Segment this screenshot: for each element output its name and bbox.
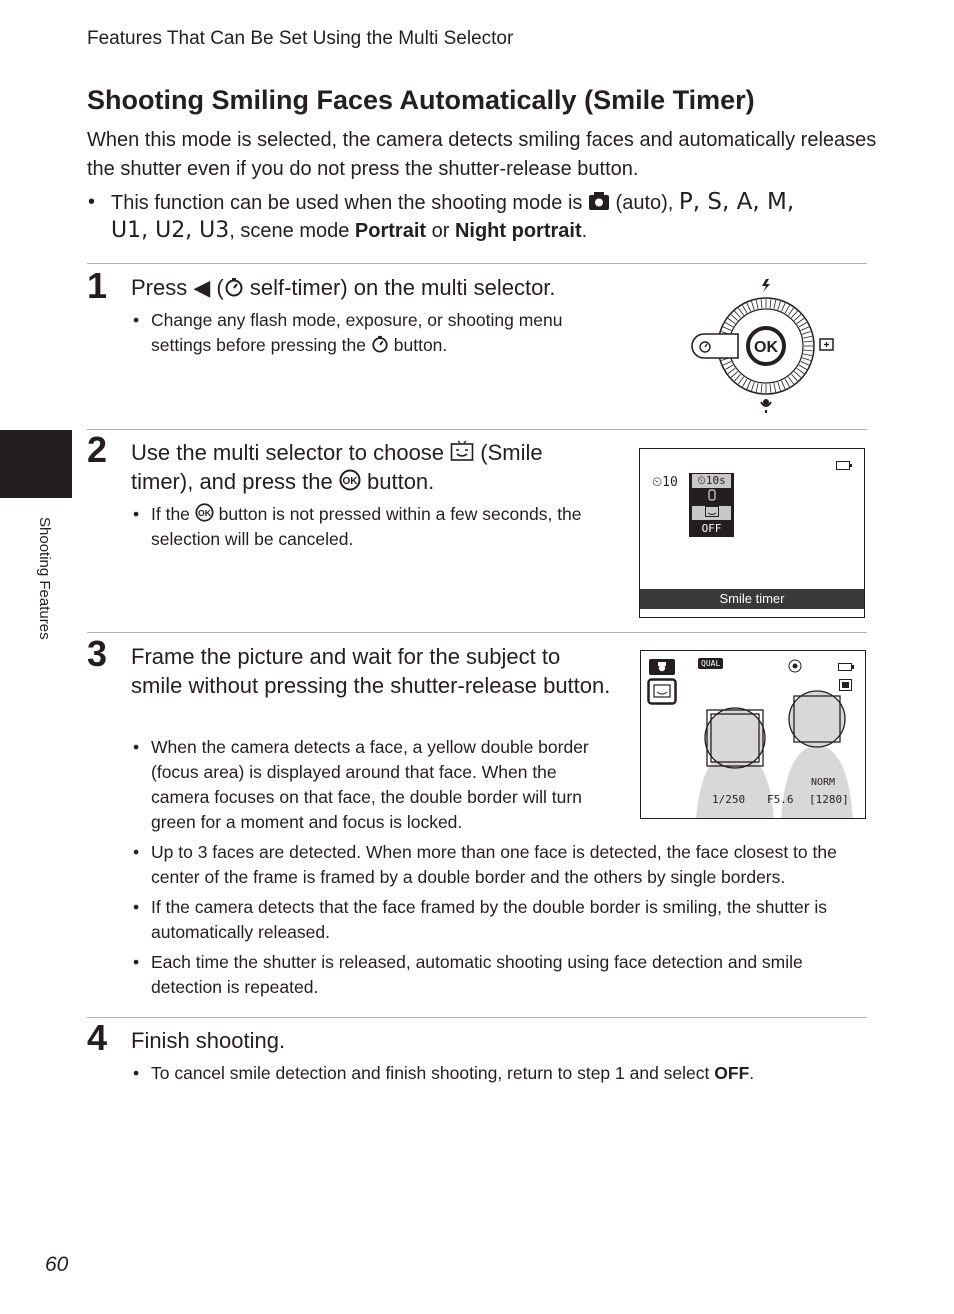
step-title: Frame the picture and wait for the subject to smile without pressing the shutter-release button.	[131, 644, 611, 698]
image-quality: NORM	[811, 777, 836, 788]
flash-icon	[762, 279, 770, 292]
step-bullet	[133, 950, 871, 1000]
step-bullet	[133, 895, 871, 945]
step-title	[131, 273, 611, 303]
step-divider	[87, 263, 867, 264]
ok-button-label: OK	[754, 339, 778, 356]
intro-paragraph: When this mode is selected, the camera detects smiling faces and automatically releases the shutter even if you do not press the shutter-release button.	[87, 129, 877, 180]
step-bullet	[133, 502, 611, 552]
step-title-part: Use the multi selector to choose	[131, 440, 445, 465]
requirement-bullet	[88, 188, 871, 245]
step-title-part: (Smile timer), and press the	[131, 440, 543, 494]
step-bullet	[133, 1061, 871, 1086]
svg-text:OK: OK	[342, 476, 358, 487]
self-timer-icon	[224, 277, 244, 297]
bullet-dot: •	[133, 897, 140, 917]
step-number: 1	[87, 265, 108, 306]
bullet-text: Up to 3 faces are detected. When more than one face is detected, the face closest to the center of the frame is framed by a double border and the others by single borders.	[151, 842, 837, 887]
requirement-prefix: This function can be used when the shooting mode is	[111, 192, 583, 214]
ok-button-icon	[195, 503, 214, 522]
step-title: Finish shooting.	[131, 1028, 286, 1053]
off-setting: OFF	[714, 1063, 750, 1083]
aperture: F5.6	[767, 793, 794, 806]
self-timer-icon	[371, 335, 389, 353]
battery-icon	[836, 461, 852, 470]
page-number: 60	[45, 1253, 69, 1276]
indicator-text: 10	[662, 475, 678, 490]
bullet-dot: •	[133, 504, 140, 524]
bullet-text: If the camera detects that the face framed by the double border is smiling, the shutter is automatically released.	[151, 897, 828, 942]
menu-item-10s[interactable]: ⏲10s	[692, 474, 731, 488]
multi-selector-dial	[686, 275, 846, 415]
auto-camera-icon	[588, 191, 610, 211]
chapter-tab	[0, 430, 72, 498]
bullet-dot: •	[88, 191, 96, 213]
self-timer-indicator: ⏲10	[652, 475, 678, 490]
bullet-text: .	[749, 1063, 755, 1083]
step-divider	[87, 1017, 867, 1018]
menu-item-off[interactable]: OFF	[701, 522, 722, 535]
svg-text:OK: OK	[197, 507, 211, 518]
bullet-text: When the camera detects a face, a yellow double border (focus area) is displayed around that face. When the camera focuses on that face, the double border will turn green for a moment and focus is locked.	[151, 737, 589, 832]
quality-badge: QUAL	[698, 658, 723, 669]
step-number: 2	[87, 429, 108, 470]
step-number: 3	[87, 633, 108, 674]
bullet-text: If the	[151, 504, 190, 524]
chapter-label: Shooting Features	[36, 517, 53, 640]
bullet-dot: •	[133, 842, 140, 862]
step-title	[131, 438, 611, 496]
image-size: [1280]	[809, 793, 849, 806]
step-bullet	[133, 735, 616, 835]
scene-prefix: , scene mode	[229, 220, 350, 242]
step-bullet	[133, 308, 611, 358]
step-title-part: self-timer) on the multi selector.	[249, 275, 556, 300]
page-title: Shooting Smiling Faces Automatically (Smile Timer)	[87, 85, 755, 115]
portrait-mode: Portrait	[354, 220, 427, 242]
menu-item-2s[interactable]	[689, 489, 734, 505]
macro-icon	[761, 399, 771, 413]
auto-mode-label: (auto),	[615, 192, 674, 214]
bullet-dot: •	[133, 737, 140, 757]
bullet-text: Each time the shutter is released, automatic shooting using face detection and smile detection is repeated.	[151, 952, 803, 997]
modes-line-2: U1, U2, U3	[111, 218, 230, 243]
exposure-icon	[820, 339, 833, 350]
step-title-part: (	[216, 275, 224, 300]
step-title-part: button.	[367, 469, 435, 494]
bullet-text: Change any flash mode, exposure, or shooting menu settings before pressing the	[151, 310, 563, 355]
step-number: 4	[87, 1017, 108, 1058]
screen-label: Smile timer	[640, 589, 864, 609]
or-word: or	[431, 220, 450, 242]
camera-screen-face-detection	[640, 650, 866, 819]
bullet-text: button.	[393, 335, 448, 355]
menu-item-smile-timer[interactable]	[692, 506, 731, 520]
bullet-dot: •	[133, 952, 140, 972]
image-size-value: 1280	[815, 793, 843, 806]
modes-line-1: P, S, A, M,	[678, 189, 795, 215]
running-head: Features That Can Be Set Using the Multi Selector	[87, 28, 514, 49]
shutter-speed: 1/250	[712, 793, 746, 806]
camera-screen-smile-timer	[639, 448, 865, 618]
bullet-text: To cancel smile detection and finish shooting, return to step 1 and select	[151, 1063, 710, 1083]
requirement-end: .	[581, 220, 588, 242]
bullet-dot: •	[133, 1063, 140, 1083]
smile-timer-icon	[450, 440, 474, 462]
bullet-dot: •	[133, 310, 140, 330]
left-arrow-icon: ◀	[193, 276, 211, 301]
step-divider	[87, 429, 867, 430]
bullet-text: button is not pressed within a few seconds, the selection will be canceled.	[151, 504, 582, 549]
ok-button-icon	[339, 469, 361, 491]
step-divider	[87, 632, 867, 633]
step-bullet	[133, 840, 871, 890]
step-title-part: Press	[131, 275, 188, 300]
self-timer-menu	[689, 473, 734, 537]
night-portrait-mode: Night portrait	[454, 220, 582, 242]
